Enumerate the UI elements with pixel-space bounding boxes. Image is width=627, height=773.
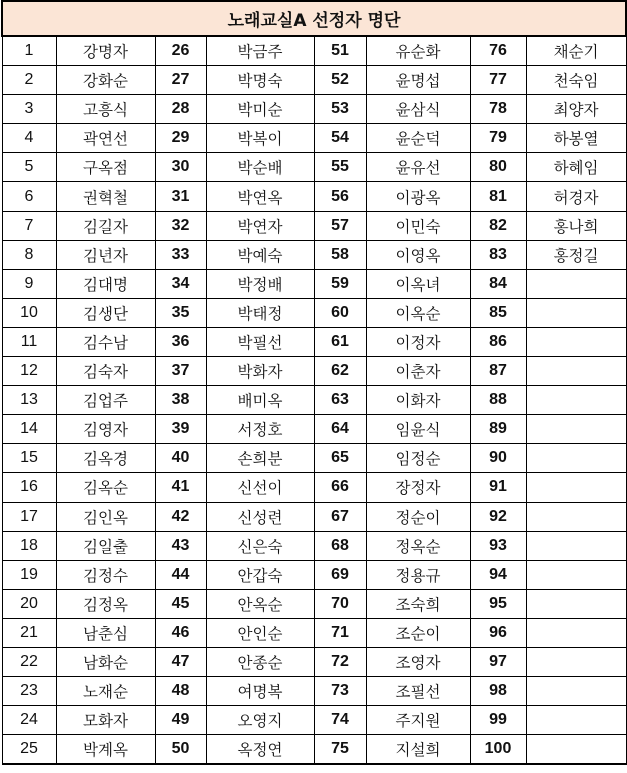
name-cell: 권혁철 — [56, 182, 155, 211]
number-cell: 68 — [314, 531, 366, 560]
number-cell: 59 — [314, 269, 366, 298]
name-cell: 이춘자 — [366, 357, 470, 386]
number-cell: 83 — [470, 240, 526, 269]
number-cell: 75 — [314, 735, 366, 765]
table-row — [2, 706, 626, 735]
name-cell: 천숙임 — [526, 66, 626, 95]
name-cell — [526, 589, 626, 618]
name-cell: 박명숙 — [206, 66, 314, 95]
table-row — [2, 36, 626, 66]
number-cell: 73 — [314, 677, 366, 706]
name-cell: 주지원 — [366, 706, 470, 735]
number-cell: 82 — [470, 211, 526, 240]
number-cell: 42 — [155, 502, 206, 531]
name-cell — [526, 327, 626, 356]
name-cell: 배미옥 — [206, 386, 314, 415]
name-cell: 박복이 — [206, 124, 314, 153]
number-cell: 72 — [314, 647, 366, 676]
number-cell: 37 — [155, 357, 206, 386]
number-cell: 67 — [314, 502, 366, 531]
name-cell: 강명자 — [56, 36, 155, 66]
row-index: 15 — [2, 444, 56, 473]
name-cell: 장정자 — [366, 473, 470, 502]
name-cell: 정용규 — [366, 560, 470, 589]
number-cell: 58 — [314, 240, 366, 269]
name-cell: 이정자 — [366, 327, 470, 356]
table-row — [2, 269, 626, 298]
name-cell: 김옥경 — [56, 444, 155, 473]
number-cell: 98 — [470, 677, 526, 706]
name-cell — [526, 706, 626, 735]
name-cell: 지설희 — [366, 735, 470, 765]
name-cell: 임윤식 — [366, 415, 470, 444]
number-cell: 45 — [155, 589, 206, 618]
number-cell: 46 — [155, 618, 206, 647]
number-cell: 87 — [470, 357, 526, 386]
name-cell — [526, 531, 626, 560]
number-cell: 49 — [155, 706, 206, 735]
number-cell: 74 — [314, 706, 366, 735]
name-cell: 정순이 — [366, 502, 470, 531]
table-row — [2, 531, 626, 560]
name-cell: 안종순 — [206, 647, 314, 676]
number-cell: 27 — [155, 66, 206, 95]
name-cell: 조숙희 — [366, 589, 470, 618]
name-cell: 이민숙 — [366, 211, 470, 240]
row-index: 21 — [2, 618, 56, 647]
number-cell: 71 — [314, 618, 366, 647]
table-row — [2, 182, 626, 211]
name-cell: 고흥식 — [56, 95, 155, 124]
name-cell: 임정순 — [366, 444, 470, 473]
row-index: 9 — [2, 269, 56, 298]
name-cell: 박화자 — [206, 357, 314, 386]
name-cell: 신성련 — [206, 502, 314, 531]
number-cell: 43 — [155, 531, 206, 560]
name-cell: 김인옥 — [56, 502, 155, 531]
name-cell: 박연옥 — [206, 182, 314, 211]
number-cell: 99 — [470, 706, 526, 735]
row-index: 4 — [2, 124, 56, 153]
name-cell: 윤명섭 — [366, 66, 470, 95]
row-index: 19 — [2, 560, 56, 589]
number-cell: 79 — [470, 124, 526, 153]
row-index: 8 — [2, 240, 56, 269]
row-index: 11 — [2, 327, 56, 356]
name-cell: 윤유선 — [366, 153, 470, 182]
name-cell: 허경자 — [526, 182, 626, 211]
name-cell: 하혜임 — [526, 153, 626, 182]
name-cell: 옥정연 — [206, 735, 314, 765]
name-cell — [526, 618, 626, 647]
name-cell — [526, 560, 626, 589]
name-cell: 안옥순 — [206, 589, 314, 618]
number-cell: 57 — [314, 211, 366, 240]
name-cell: 윤삼식 — [366, 95, 470, 124]
table-row — [2, 240, 626, 269]
name-cell: 조필선 — [366, 677, 470, 706]
name-cell: 김년자 — [56, 240, 155, 269]
number-cell: 63 — [314, 386, 366, 415]
number-cell: 65 — [314, 444, 366, 473]
name-cell: 박필선 — [206, 327, 314, 356]
number-cell: 39 — [155, 415, 206, 444]
number-cell: 44 — [155, 560, 206, 589]
row-index: 1 — [2, 36, 56, 66]
row-index: 18 — [2, 531, 56, 560]
number-cell: 61 — [314, 327, 366, 356]
number-cell: 81 — [470, 182, 526, 211]
row-index: 12 — [2, 357, 56, 386]
row-index: 13 — [2, 386, 56, 415]
page-title: 노래교실A 선정자 명단 — [2, 1, 626, 36]
name-cell: 이영옥 — [366, 240, 470, 269]
name-cell — [526, 269, 626, 298]
name-cell: 박순배 — [206, 153, 314, 182]
number-cell: 76 — [470, 36, 526, 66]
table-row — [2, 735, 626, 765]
number-cell: 80 — [470, 153, 526, 182]
number-cell: 77 — [470, 66, 526, 95]
row-index: 14 — [2, 415, 56, 444]
name-cell: 김옥순 — [56, 473, 155, 502]
number-cell: 96 — [470, 618, 526, 647]
name-cell: 홍나희 — [526, 211, 626, 240]
name-cell: 안인순 — [206, 618, 314, 647]
name-cell: 박예숙 — [206, 240, 314, 269]
number-cell: 55 — [314, 153, 366, 182]
number-cell: 30 — [155, 153, 206, 182]
row-index: 17 — [2, 502, 56, 531]
number-cell: 54 — [314, 124, 366, 153]
number-cell: 33 — [155, 240, 206, 269]
name-cell: 손희분 — [206, 444, 314, 473]
name-cell — [526, 677, 626, 706]
name-cell: 서정호 — [206, 415, 314, 444]
name-cell: 남화순 — [56, 647, 155, 676]
row-index: 3 — [2, 95, 56, 124]
number-cell: 26 — [155, 36, 206, 66]
number-cell: 40 — [155, 444, 206, 473]
name-cell: 여명복 — [206, 677, 314, 706]
number-cell: 50 — [155, 735, 206, 765]
number-cell: 52 — [314, 66, 366, 95]
name-cell — [526, 735, 626, 765]
name-cell: 김업주 — [56, 386, 155, 415]
number-cell: 56 — [314, 182, 366, 211]
number-cell: 38 — [155, 386, 206, 415]
table-row — [2, 386, 626, 415]
number-cell: 90 — [470, 444, 526, 473]
number-cell: 86 — [470, 327, 526, 356]
row-index: 24 — [2, 706, 56, 735]
name-cell: 신은숙 — [206, 531, 314, 560]
name-cell: 이옥녀 — [366, 269, 470, 298]
table-row — [2, 677, 626, 706]
roster-table — [1, 0, 627, 765]
number-cell: 64 — [314, 415, 366, 444]
name-cell: 김정수 — [56, 560, 155, 589]
name-cell — [526, 298, 626, 327]
table-row — [2, 95, 626, 124]
number-cell: 97 — [470, 647, 526, 676]
number-cell: 95 — [470, 589, 526, 618]
title-row — [2, 1, 626, 36]
table-row — [2, 298, 626, 327]
name-cell: 유순화 — [366, 36, 470, 66]
name-cell: 최양자 — [526, 95, 626, 124]
name-cell: 박태정 — [206, 298, 314, 327]
number-cell: 88 — [470, 386, 526, 415]
name-cell: 김대명 — [56, 269, 155, 298]
row-index: 10 — [2, 298, 56, 327]
number-cell: 53 — [314, 95, 366, 124]
table-row — [2, 589, 626, 618]
name-cell: 남춘심 — [56, 618, 155, 647]
number-cell: 36 — [155, 327, 206, 356]
name-cell — [526, 444, 626, 473]
number-cell: 94 — [470, 560, 526, 589]
number-cell: 51 — [314, 36, 366, 66]
name-cell: 이옥순 — [366, 298, 470, 327]
number-cell: 60 — [314, 298, 366, 327]
name-cell: 하봉열 — [526, 124, 626, 153]
name-cell: 채순기 — [526, 36, 626, 66]
name-cell: 박연자 — [206, 211, 314, 240]
number-cell: 84 — [470, 269, 526, 298]
name-cell: 박미순 — [206, 95, 314, 124]
number-cell: 89 — [470, 415, 526, 444]
name-cell: 윤순덕 — [366, 124, 470, 153]
name-cell: 신선이 — [206, 473, 314, 502]
name-cell: 곽연선 — [56, 124, 155, 153]
name-cell: 김정옥 — [56, 589, 155, 618]
number-cell: 47 — [155, 647, 206, 676]
name-cell: 이화자 — [366, 386, 470, 415]
name-cell: 김일출 — [56, 531, 155, 560]
name-cell: 김숙자 — [56, 357, 155, 386]
number-cell: 85 — [470, 298, 526, 327]
number-cell: 34 — [155, 269, 206, 298]
number-cell: 78 — [470, 95, 526, 124]
name-cell: 김생단 — [56, 298, 155, 327]
number-cell: 69 — [314, 560, 366, 589]
name-cell — [526, 357, 626, 386]
number-cell: 93 — [470, 531, 526, 560]
table-row — [2, 66, 626, 95]
number-cell: 31 — [155, 182, 206, 211]
name-cell: 홍정길 — [526, 240, 626, 269]
row-index: 7 — [2, 211, 56, 240]
number-cell: 28 — [155, 95, 206, 124]
table-row — [2, 211, 626, 240]
name-cell: 박정배 — [206, 269, 314, 298]
table-row — [2, 153, 626, 182]
number-cell: 62 — [314, 357, 366, 386]
number-cell: 41 — [155, 473, 206, 502]
name-cell: 김수남 — [56, 327, 155, 356]
name-cell: 조순이 — [366, 618, 470, 647]
number-cell: 29 — [155, 124, 206, 153]
table-row — [2, 560, 626, 589]
row-index: 16 — [2, 473, 56, 502]
name-cell: 박계옥 — [56, 735, 155, 765]
name-cell: 강화순 — [56, 66, 155, 95]
table-row — [2, 327, 626, 356]
row-index: 20 — [2, 589, 56, 618]
name-cell: 김길자 — [56, 211, 155, 240]
number-cell: 100 — [470, 735, 526, 765]
name-cell: 조영자 — [366, 647, 470, 676]
table-row — [2, 647, 626, 676]
number-cell: 92 — [470, 502, 526, 531]
name-cell — [526, 415, 626, 444]
table-row — [2, 124, 626, 153]
name-cell: 모화자 — [56, 706, 155, 735]
name-cell: 구옥점 — [56, 153, 155, 182]
row-index: 22 — [2, 647, 56, 676]
name-cell: 이광옥 — [366, 182, 470, 211]
row-index: 6 — [2, 182, 56, 211]
number-cell: 35 — [155, 298, 206, 327]
name-cell — [526, 473, 626, 502]
name-cell: 노재순 — [56, 677, 155, 706]
row-index: 5 — [2, 153, 56, 182]
table-row — [2, 357, 626, 386]
row-index: 23 — [2, 677, 56, 706]
number-cell: 48 — [155, 677, 206, 706]
name-cell — [526, 386, 626, 415]
name-cell: 박금주 — [206, 36, 314, 66]
table-row — [2, 502, 626, 531]
number-cell: 70 — [314, 589, 366, 618]
table-row — [2, 444, 626, 473]
number-cell: 32 — [155, 211, 206, 240]
row-index: 25 — [2, 735, 56, 765]
number-cell: 66 — [314, 473, 366, 502]
table-row — [2, 618, 626, 647]
table-row — [2, 473, 626, 502]
name-cell: 안갑숙 — [206, 560, 314, 589]
number-cell: 91 — [470, 473, 526, 502]
table-row — [2, 415, 626, 444]
row-index: 2 — [2, 66, 56, 95]
name-cell: 김영자 — [56, 415, 155, 444]
name-cell — [526, 647, 626, 676]
name-cell: 정옥순 — [366, 531, 470, 560]
name-cell: 오영지 — [206, 706, 314, 735]
name-cell — [526, 502, 626, 531]
